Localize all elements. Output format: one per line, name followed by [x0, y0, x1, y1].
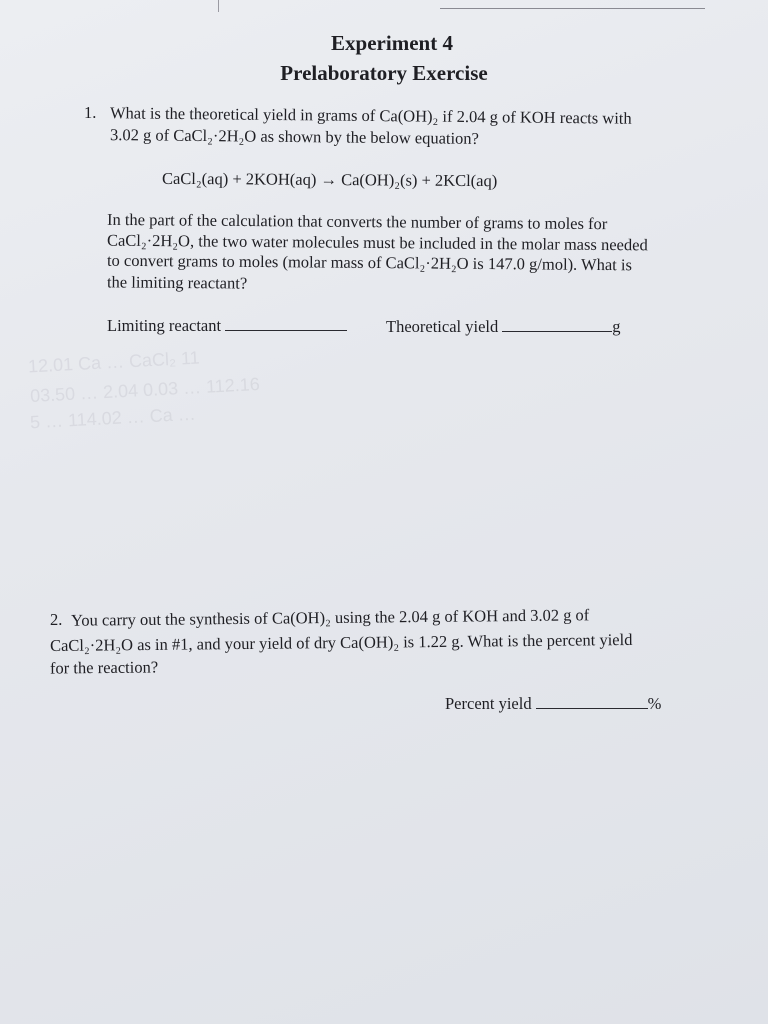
percent-yield-answer-blank[interactable] — [536, 693, 648, 709]
chemical-equation: CaCl₂(aq) + 2KOH(aq) → Ca(OH)₂(s) + 2KCl(aq) — [161, 168, 498, 191]
question-1-paragraph-line-1: In the part of the calculation that converts the number of grams to moles for — [106, 209, 608, 234]
question-1-number: 1. — [84, 103, 97, 122]
question-1-paragraph-line-3: to convert grams to moles (molar mass of CaCl₂·2H₂O is 147.0 g/mol). What is — [106, 250, 633, 275]
question-1-line-1: What is the theoretical yield in grams of Ca(OH)₂ if 2.04 g of KOH reacts with — [109, 103, 632, 128]
theoretical-yield-label: Theoretical yield — [386, 317, 499, 336]
percent-yield-unit: % — [647, 694, 662, 713]
page-subtitle: Prelaboratory Exercise — [280, 61, 488, 85]
top-edge-mark — [218, 0, 219, 12]
theoretical-yield-unit: g — [612, 317, 621, 336]
page-title: Experiment 4 — [331, 31, 453, 55]
question-1-paragraph-line-2: CaCl₂·2H₂O, the two water molecules must be included in the molar mass needed — [106, 230, 648, 255]
limiting-reactant-label: Limiting reactant — [107, 316, 222, 335]
top-rule — [440, 8, 705, 9]
limiting-reactant-row — [107, 315, 347, 336]
question-2-line-1: You carry out the synthesis of Ca(OH)₂ using the 2.04 g of KOH and 3.02 g of — [70, 605, 590, 630]
show-through-scribble: 03.50 … 2.04 0.03 … 112.16 — [29, 373, 261, 407]
show-through-scribble: 5 … 114.02 … Ca … — [29, 403, 197, 433]
show-through-scribble: 12.01 Ca … CaCl₂ 11 — [27, 347, 201, 377]
theoretical-yield-answer-blank[interactable] — [502, 316, 612, 332]
percent-yield-row — [445, 693, 661, 714]
percent-yield-label: Percent yield — [445, 694, 532, 713]
question-1-paragraph-line-4: the limiting reactant? — [106, 272, 248, 293]
question-2-line-2: CaCl₂·2H₂O as in #1, and your yield of dry Ca(OH)₂ is 1.22 g. What is the percent yield — [49, 629, 633, 656]
question-1-line-2: 3.02 g of CaCl₂·2H₂O as shown by the below equation? — [109, 125, 480, 148]
limiting-reactant-answer-blank[interactable] — [225, 315, 347, 331]
question-2-line-3: for the reaction? — [49, 657, 159, 678]
question-2-number: 2. — [50, 610, 63, 629]
theoretical-yield-row — [386, 316, 621, 337]
